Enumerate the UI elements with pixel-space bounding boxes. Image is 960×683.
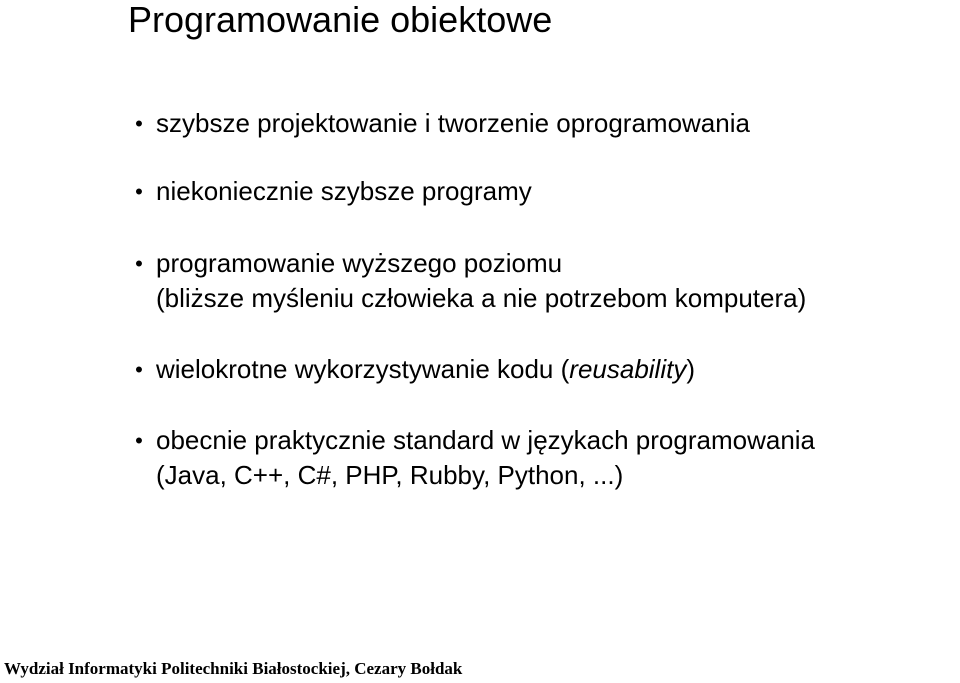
bullet-icon: • (135, 357, 143, 382)
bullet-text-italic: reusability (569, 354, 687, 384)
slide-title: Programowanie obiektowe (128, 0, 553, 40)
bullet-text-after: ) (686, 354, 696, 384)
bullet-icon: • (135, 251, 143, 276)
bullet-icon: • (135, 111, 143, 136)
bullet-text: szybsze projektowanie i tworzenie oprogramowania (156, 108, 750, 138)
footer-text: Wydział Informatyki Politechniki Białostockiej, Cezary Bołdak (4, 659, 463, 678)
bullet-text: obecnie praktycznie standard w językach programowania (156, 425, 816, 455)
bullet-continuation: (Java, C++, C#, PHP, Rubby, Python, ...) (156, 460, 624, 490)
bullet-text: programowanie wyższego poziomu (156, 248, 563, 278)
bullet-text (156, 352, 695, 387)
bullet-icon: • (135, 179, 143, 204)
bullet-text: niekoniecznie szybsze programy (156, 176, 532, 206)
bullet-text-before: wielokrotne wykorzystywanie kodu ( (156, 354, 570, 384)
bullet-continuation: (bliższe myśleniu człowieka a nie potrzebom komputera) (156, 283, 807, 313)
bullet-icon: • (135, 428, 143, 453)
